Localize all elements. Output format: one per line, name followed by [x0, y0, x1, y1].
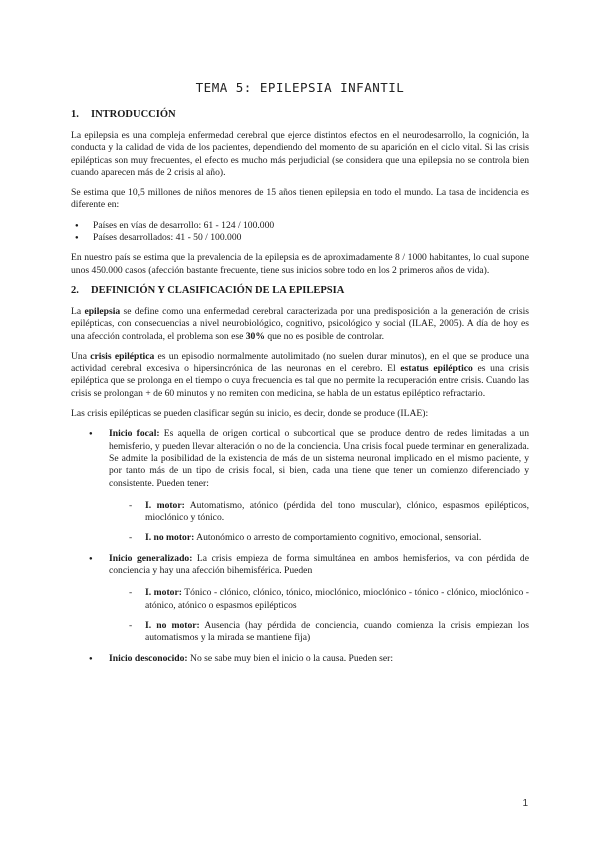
- bold-term: 30%: [245, 330, 265, 342]
- text-run: Una: [71, 350, 91, 362]
- bold-term: epilepsia: [84, 305, 121, 317]
- text-run: es un episodio normalmente autolimitado (no suelen durar minutos), en el que se produce una actividad cerebral excesiva o hipersincrónica de las neuronas en el cerebro. El: [71, 350, 529, 375]
- unknown-onset-item: [71, 653, 529, 665]
- text-run: Tónico - clónico, clónico, tónico, mioclónico, mioclónico - tónico - clónico, mioclónico - atónico, atónico o espasmos epilépticos: [145, 587, 529, 611]
- list-item: ● Países desarrollados: 41 - 50 / 100.000: [71, 232, 529, 244]
- intro-paragraph-2: Se estima que 10,5 millones de niños menores de 15 años tienen epilepsia en todo el mundo. La tasa de incidencia es diferente en:: [71, 187, 529, 211]
- focal-nonmotor-item: [71, 532, 529, 544]
- text-run: La: [71, 305, 85, 317]
- text-run: Automatismo, atónico (pérdida del tono muscular), clónico, espasmos epilépticos, mioclónico y tónico.: [145, 499, 529, 524]
- page-number: 1: [522, 798, 528, 809]
- text-run: No se sabe muy bien el inicio o la causa. Pueden ser:: [187, 652, 394, 664]
- bold-term: Inicio focal:: [109, 428, 160, 440]
- classification-intro: Las crisis epilépticas se pueden clasificar según su inicio, es decir, donde se produce (ILAE):: [71, 408, 429, 420]
- bold-term: Inicio desconocido:: [109, 652, 188, 664]
- bold-term: Inicio generalizado:: [109, 552, 193, 564]
- section-1-heading: [71, 109, 529, 120]
- section-2-number: 2.: [71, 284, 79, 296]
- section-1-number: 1.: [71, 109, 79, 120]
- section-2-title: DEFINICIÓN Y CLASIFICACIÓN DE LA EPILEPSIA: [91, 284, 345, 296]
- incidence-list: [71, 220, 529, 245]
- intro-paragraph-1: La epilepsia es una compleja enfermedad cerebral que ejerce distintos efectos en el neurodesarrollo, la cognición, la conducta y la calidad de vida de los pacientes, dependiendo del momento de su aparición en el ciclo vital. Si las crisis epilépticas son muy frecuentes, el efecto es mucho más perjudicial (se considera que una epilepsia no se controla bien cuando aparecen más de 2 crisis al año).: [71, 130, 529, 178]
- text-run: La crisis empieza de forma simultánea en ambos hemisferios, va con pérdida de conciencia y hay una afección bihemisférica. Pueden: [109, 552, 529, 577]
- focal-onset-item: [71, 428, 529, 489]
- document-page: [71, 80, 529, 675]
- focal-motor-item: [71, 500, 529, 525]
- bold-term: I. no motor:: [145, 532, 195, 544]
- page-title: TEMA 5: EPILEPSIA INFANTIL: [195, 80, 405, 95]
- generalized-motor-item: [71, 587, 529, 612]
- bold-term: I. no motor:: [145, 619, 200, 631]
- bold-term: I. motor:: [145, 587, 182, 599]
- text-run: Es aquella de origen cortical o subcortical que se produce dentro de redes limitadas a un hemisferio, y pueden llevar alteración o no de la conciencia. Una crisis focal puede terminar en generalizada. Se admite la posibilidad de la existencia de más de un sistema neuronal implicado en el mismo paciente, y por tanto más de un tipo de crisis focal, si bien, cada una tiene que tener un comienzo diferenciado y consistente. Pueden tener:: [109, 428, 530, 489]
- section-2-heading: [71, 285, 529, 296]
- text-run: es una crisis epiléptica que se prolonga en el tiempo o cuya frecuencia es tal que no permite la recuperación entre crisis. Cuando las crisis se prolongan + de 60 minutos y no remiten con medicina, se habla de un estatus epiléptico refractario.: [71, 363, 529, 399]
- list-item: ● Países en vías de desarrollo: 61 - 124 / 100.000: [71, 220, 529, 232]
- text-run: Ausencia (hay pérdida de conciencia, cuando comienza la crisis empiezan los automatismos y la mirada se mantiene fija): [145, 619, 529, 644]
- generalized-nonmotor-item: [71, 620, 529, 645]
- text-run: se define como una enfermedad cerebral caracterizada por una predisposición a la generación de crisis epilépticas, con consecuencias a nivel neurobiológico, cognitivo, psicológico y social (ILAE, 2005). A día de hoy es una afección controlada, el problema son ese: [71, 305, 529, 342]
- definition-paragraph-2: [71, 351, 529, 400]
- definition-paragraph-1: [71, 306, 529, 343]
- intro-paragraph-3: En nuestro país se estima que la prevalencia de la epilepsia es de aproximadamente 8 / 1000 habitantes, lo cual supone unos 450.000 casos (afección bastante frecuente, tiene sus inicios sobre todo en los 2 primeros años de vida).: [71, 252, 529, 276]
- text-run: que no es posible de controlar.: [264, 330, 385, 342]
- bold-term: crisis epiléptica: [90, 350, 155, 362]
- section-1-title: INTRODUCCIÓN: [91, 109, 176, 120]
- bold-term: I. motor:: [145, 499, 185, 511]
- text-run: Autonómico o arresto de comportamiento cognitivo, emocional, sensorial.: [194, 532, 482, 544]
- generalized-onset-item: [71, 553, 529, 578]
- bold-term: estatus epiléptico: [400, 363, 473, 375]
